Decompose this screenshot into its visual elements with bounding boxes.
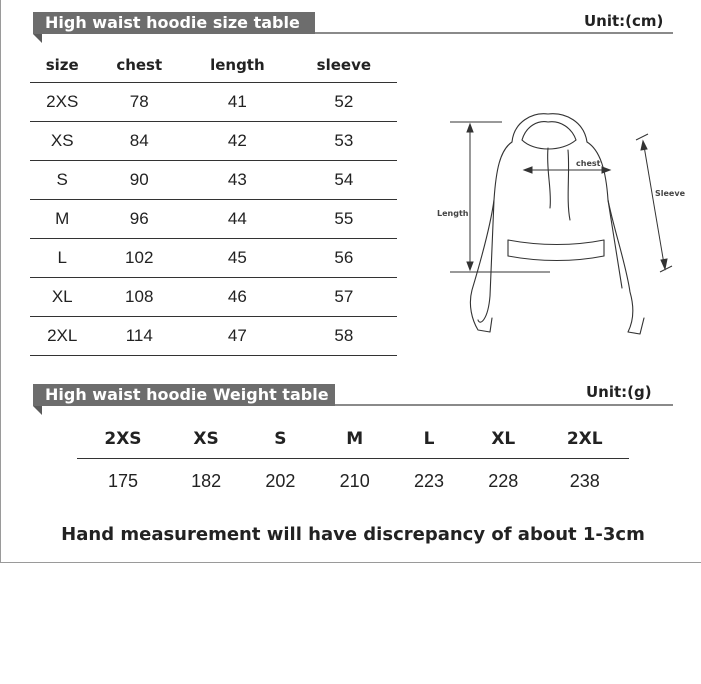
length-cell: 41 <box>184 83 291 122</box>
table-row <box>30 122 397 161</box>
weight-size-header: XS <box>169 420 243 459</box>
waistband-top <box>508 240 604 245</box>
column-header-sleeve: sleeve <box>291 48 397 83</box>
length-cell: 46 <box>184 278 291 317</box>
weight-size-header: 2XL <box>540 420 629 459</box>
sleeve-cell: 55 <box>291 200 397 239</box>
column-header-chest: chest <box>94 48 184 83</box>
chest-cell: 90 <box>94 161 184 200</box>
weight-size-header: 2XS <box>77 420 169 459</box>
right-sleeve <box>608 200 644 334</box>
length-cell: 45 <box>184 239 291 278</box>
sleeve-bottom-tick <box>660 266 672 272</box>
sleeve-cell: 52 <box>291 83 397 122</box>
size-title-rule <box>315 32 673 34</box>
length-cell: 43 <box>184 161 291 200</box>
table-row <box>30 317 397 356</box>
weight-header-row <box>77 420 629 459</box>
length-arrow-head-bottom <box>467 262 473 270</box>
table-row <box>30 161 397 200</box>
weight-size-header: L <box>392 420 466 459</box>
weight-value-row <box>77 459 629 504</box>
size-table-header-row <box>30 48 397 83</box>
column-header-length: length <box>184 48 291 83</box>
weight-value-cell: 238 <box>569 470 600 491</box>
chest-cell: 84 <box>94 122 184 161</box>
weight-title-rule <box>335 404 673 406</box>
weight-size-header: S <box>243 420 317 459</box>
drawstring-right <box>568 150 570 220</box>
chest-arrow-head-left <box>524 167 532 173</box>
weight-value-cell: 210 <box>339 470 370 491</box>
sleeve-cell: 53 <box>291 122 397 161</box>
size-cell: 2XS <box>30 83 94 122</box>
sleeve-cell: 58 <box>291 317 397 356</box>
length-label: Length <box>437 209 469 218</box>
chest-cell: 114 <box>94 317 184 356</box>
sleeve-arrow-line <box>644 146 664 264</box>
weight-value-cell: 202 <box>265 470 296 491</box>
size-unit-label: Unit:(cm) <box>584 12 664 30</box>
sleeve-arrow-head-bottom <box>661 259 667 269</box>
weight-banner-tail <box>33 406 42 415</box>
weight-value-cell: 182 <box>191 470 222 491</box>
length-cell: 42 <box>184 122 291 161</box>
length-arrow-head-top <box>467 124 473 132</box>
chest-cell: 102 <box>94 239 184 278</box>
size-table <box>30 48 397 356</box>
weight-size-header: XL <box>466 420 540 459</box>
table-row <box>30 83 397 122</box>
neckline <box>522 140 576 149</box>
hoodie-diagram <box>432 108 694 344</box>
sleeve-top-tick <box>636 134 648 140</box>
sleeve-cell: 56 <box>291 239 397 278</box>
weight-value-cell: 228 <box>488 470 519 491</box>
length-cell: 44 <box>184 200 291 239</box>
length-cell: 47 <box>184 317 291 356</box>
size-cell: S <box>30 161 94 200</box>
chest-cell: 78 <box>94 83 184 122</box>
weight-value-cell: 223 <box>413 470 445 491</box>
body-outline <box>478 142 512 322</box>
chest-label: chest <box>576 159 601 168</box>
drawstring-left <box>548 148 551 208</box>
size-cell: L <box>30 239 94 278</box>
weight-value-cell: 175 <box>107 470 138 491</box>
chest-cell: 96 <box>94 200 184 239</box>
size-cell: XS <box>30 122 94 161</box>
size-cell: M <box>30 200 94 239</box>
table-row <box>30 239 397 278</box>
sleeve-label: Sleeve <box>655 189 685 198</box>
chest-arrow-head-right <box>602 167 610 173</box>
table-row <box>30 200 397 239</box>
column-header-size: size <box>30 48 94 83</box>
size-cell: XL <box>30 278 94 317</box>
table-row <box>30 278 397 317</box>
measurement-footnote: Hand measurement will have discrepancy of about 1-3cm <box>61 524 645 545</box>
size-table-title: High waist hoodie size table <box>33 12 315 34</box>
sleeve-cell: 57 <box>291 278 397 317</box>
weight-size-header: M <box>318 420 392 459</box>
weight-unit-label: Unit:(g) <box>586 383 652 401</box>
weight-table-title: High waist hoodie Weight table <box>33 384 335 406</box>
size-cell: 2XL <box>30 317 94 356</box>
hood-inner <box>522 122 576 140</box>
sleeve-arrow-head-top <box>641 141 647 150</box>
size-banner-tail <box>33 34 42 43</box>
sleeve-cell: 54 <box>291 161 397 200</box>
chest-cell: 108 <box>94 278 184 317</box>
weight-table <box>77 420 629 503</box>
waistband-bottom <box>508 256 604 261</box>
left-sleeve <box>470 200 494 332</box>
